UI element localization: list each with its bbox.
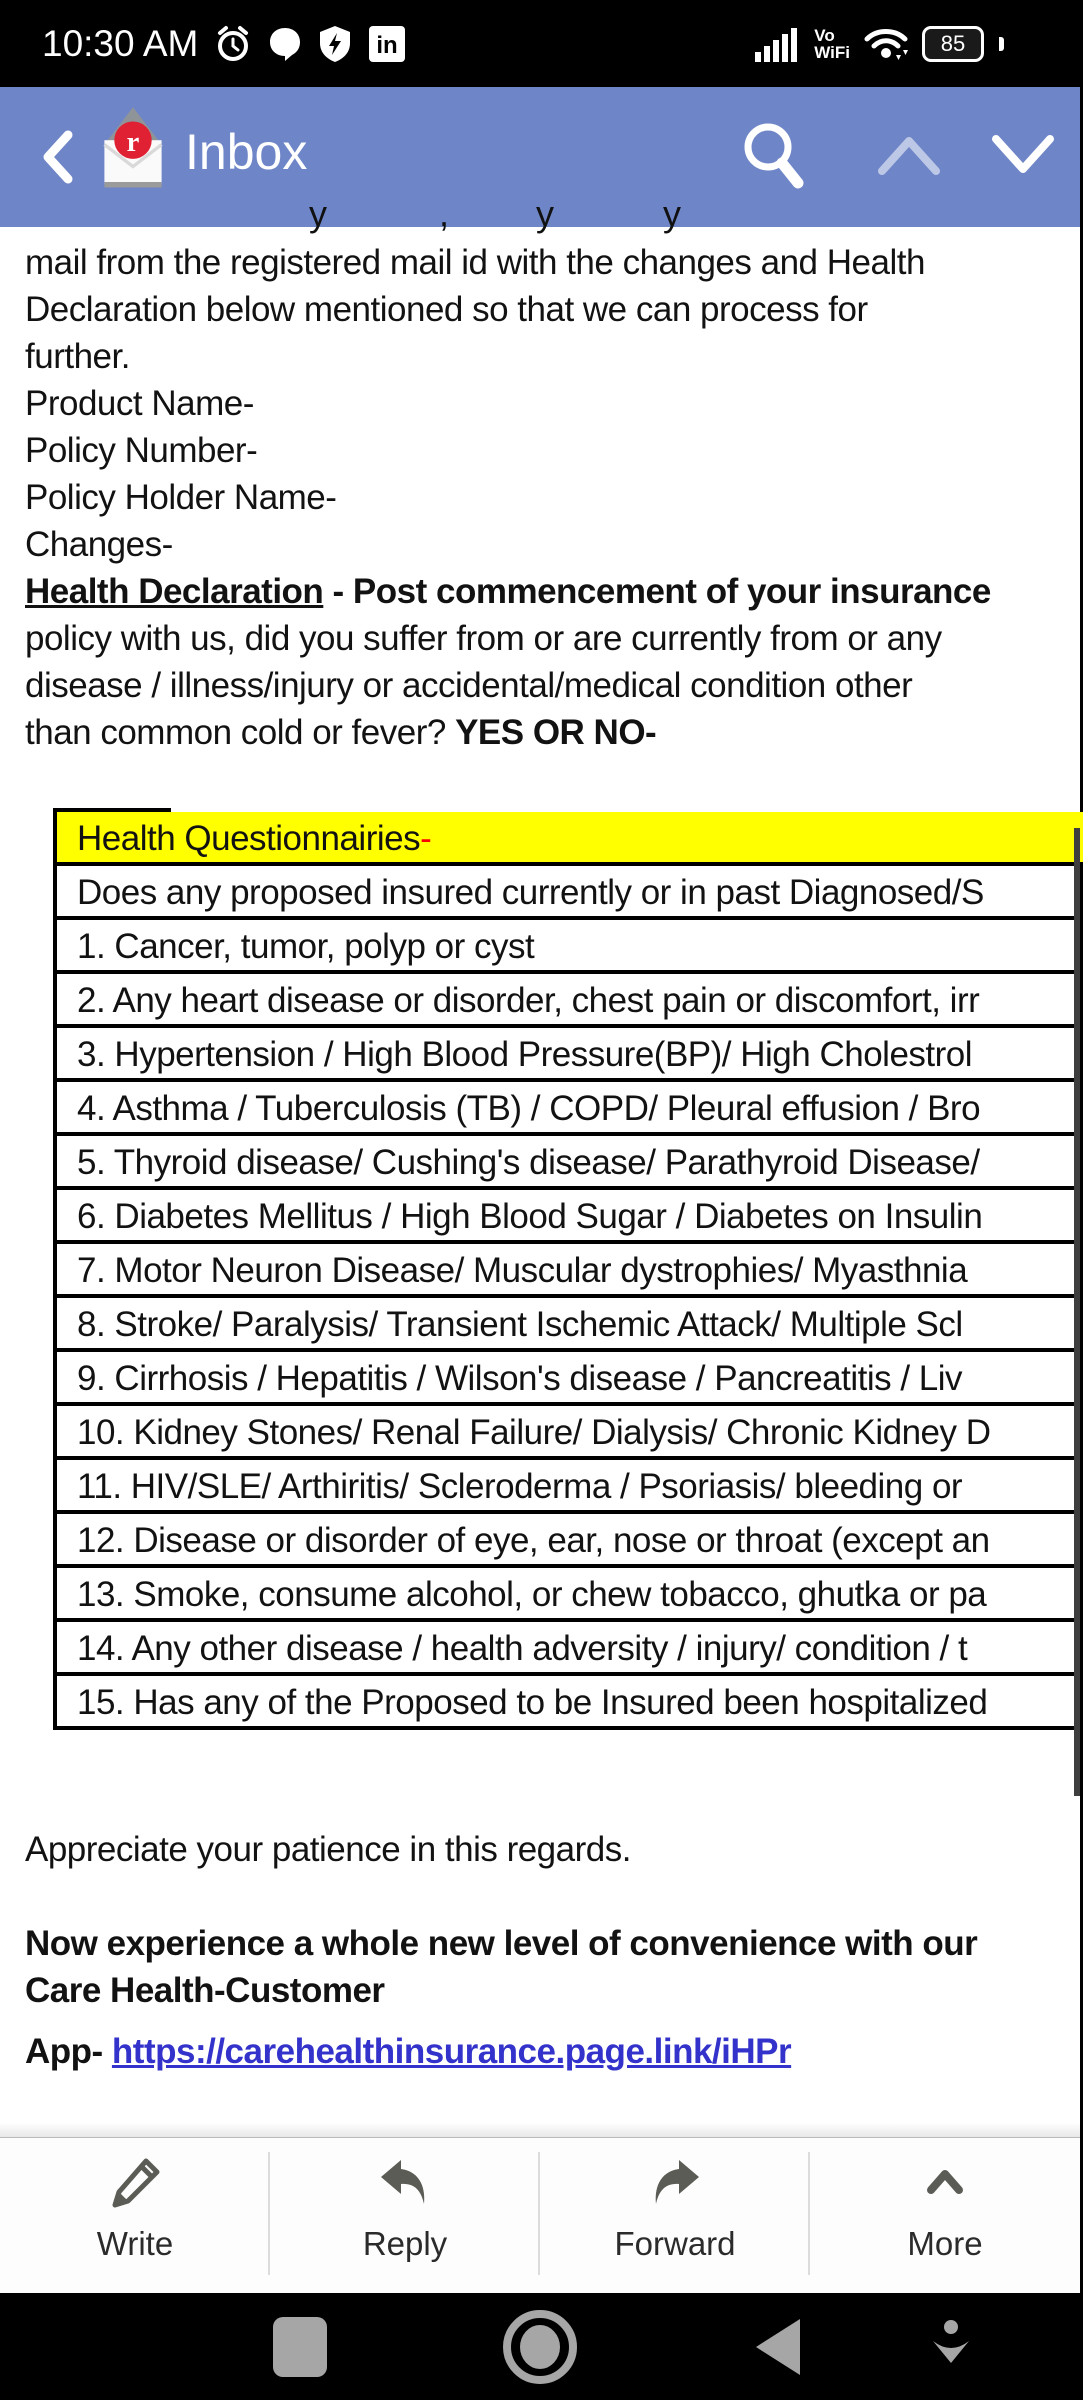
yes-or-no-label: YES OR NO- xyxy=(455,713,657,752)
table-row: 8. Stroke/ Paralysis/ Transient Ischemic Attack/ Multiple Scl xyxy=(57,1298,1083,1352)
scrollbar-thumb[interactable] xyxy=(1074,828,1080,1796)
table-row: 1. Cancer, tumor, polyp or cyst xyxy=(57,920,1083,974)
closing-line: Appreciate your patience in this regards. xyxy=(25,1830,631,1869)
prev-mail-chevron-up-icon[interactable] xyxy=(872,129,946,186)
vowifi-label: Vo WiFi xyxy=(814,25,850,62)
table-row: 12. Disease or disorder of eye, ear, nose or throat (except an xyxy=(57,1514,1083,1568)
back-chevron-icon[interactable] xyxy=(34,123,82,196)
signal-bars-icon xyxy=(755,26,801,62)
wifi-icon xyxy=(863,25,909,63)
pencil-icon xyxy=(108,2156,162,2215)
intro-line: mail from the registered mail id with the changes and Health xyxy=(25,243,925,282)
toolbar-label: Reply xyxy=(362,2225,448,2262)
toolbar-label: More xyxy=(907,2225,983,2262)
svg-text:r: r xyxy=(126,127,140,159)
battery-icon: 85 xyxy=(922,26,984,62)
home-circle-inner xyxy=(520,2325,560,2369)
chevron-up-icon xyxy=(918,2156,972,2215)
declaration-line: policy with us, did you suffer from or are currently from or any xyxy=(25,619,942,658)
table-row: Does any proposed insured currently or in past Diagnosed/S xyxy=(57,866,1083,920)
toolbar-label: Write xyxy=(96,2225,174,2262)
table-row: 3. Hypertension / High Blood Pressure(BP)/ High Cholestrol xyxy=(57,1028,1083,1082)
promo-line: Care Health-Customer xyxy=(25,1971,385,2010)
status-bar xyxy=(0,0,1080,87)
svg-text:in: in xyxy=(376,31,399,59)
hide-nav-icon[interactable] xyxy=(929,2319,973,2380)
shield-bolt-icon xyxy=(318,25,352,63)
declaration-line: Health Declaration - Post commencement of your insurance xyxy=(25,572,991,611)
forward-button[interactable] xyxy=(540,2138,810,2293)
declaration-label: Health Declaration xyxy=(25,572,324,611)
battery-nub xyxy=(999,37,1004,51)
app-link-line: App- https://carehealthinsurance.page.link/iHPr xyxy=(25,2032,792,2071)
table-row: 10. Kidney Stones/ Renal Failure/ Dialysis/ Chronic Kidney D xyxy=(57,1406,1083,1460)
recents-square-icon[interactable] xyxy=(273,2317,327,2377)
table-row: 5. Thyroid disease/ Cushing's disease/ Parathyroid Disease/ xyxy=(57,1136,1083,1190)
declaration-line: disease / illness/injury or accidental/medical condition other xyxy=(25,666,913,705)
status-time: 10:30 AM xyxy=(42,22,199,64)
field-policy-number: Policy Number- xyxy=(25,431,258,470)
toolbar-label: Forward xyxy=(614,2225,736,2262)
reply-arrow-icon xyxy=(376,2156,434,2215)
table-row: 11. HIV/SLE/ Arthiritis/ Scleroderma / Psoriasis/ bleeding or xyxy=(57,1460,1083,1514)
field-policy-holder-name: Policy Holder Name- xyxy=(25,478,337,517)
table-row: 7. Motor Neuron Disease/ Muscular dystrophies/ Myasthnia xyxy=(57,1244,1083,1298)
linkedin-icon xyxy=(368,25,406,63)
intro-line: Declaration below mentioned so that we can process for xyxy=(25,290,868,329)
table-row: 14. Any other disease / health adversity / injury/ condition / t xyxy=(57,1622,1083,1676)
table-row: 13. Smoke, consume alcohol, or chew tobacco, ghutka or pa xyxy=(57,1568,1083,1622)
next-mail-chevron-down-icon[interactable] xyxy=(986,129,1060,186)
promo-line: Now experience a whole new level of convenience with our xyxy=(25,1924,978,1963)
table-row: 6. Diabetes Mellitus / High Blood Sugar / Diabetes on Insulin xyxy=(57,1190,1083,1244)
table-row: 2. Any heart disease or disorder, chest pain or discomfort, irr xyxy=(57,974,1083,1028)
chat-bubble-icon xyxy=(268,26,302,62)
table-row: 4. Asthma / Tuberculosis (TB) / COPD/ Pleural effusion / Bro xyxy=(57,1082,1083,1136)
intro-line: further. xyxy=(25,337,130,376)
field-product-name: Product Name- xyxy=(25,384,254,423)
field-changes: Changes- xyxy=(25,525,173,564)
care-health-app-link[interactable]: https://carehealthinsurance.page.link/iHPr xyxy=(111,2032,792,2071)
bottom-toolbar xyxy=(0,2137,1080,2293)
clipped-scrolled-line: y , y y xyxy=(309,193,681,234)
reply-button[interactable] xyxy=(270,2138,540,2293)
red-dash: - xyxy=(420,819,432,858)
declaration-line: than common cold or fever? YES OR NO- xyxy=(25,713,657,752)
table-row: 15. Has any of the Proposed to be Insured been hospitalized xyxy=(57,1676,1083,1730)
write-button[interactable] xyxy=(0,2138,270,2293)
table-header-cell: Health Questionnairies- xyxy=(57,812,1083,866)
more-button[interactable] xyxy=(810,2138,1080,2293)
rediffmail-logo xyxy=(100,107,166,196)
back-triangle-icon[interactable] xyxy=(756,2319,800,2375)
email-body[interactable] xyxy=(0,193,1080,2137)
table-row: 9. Cirrhosis / Hepatitis / Wilson's disease / Pancreatitis / Liv xyxy=(57,1352,1083,1406)
android-nav-bar xyxy=(0,2293,1080,2400)
search-icon[interactable] xyxy=(738,119,810,200)
forward-arrow-icon xyxy=(646,2156,704,2215)
alarm-icon xyxy=(214,25,252,63)
page-title: Inbox xyxy=(185,124,308,180)
health-questionnaire-table xyxy=(53,808,1083,1730)
home-circle-icon[interactable] xyxy=(503,2310,577,2384)
